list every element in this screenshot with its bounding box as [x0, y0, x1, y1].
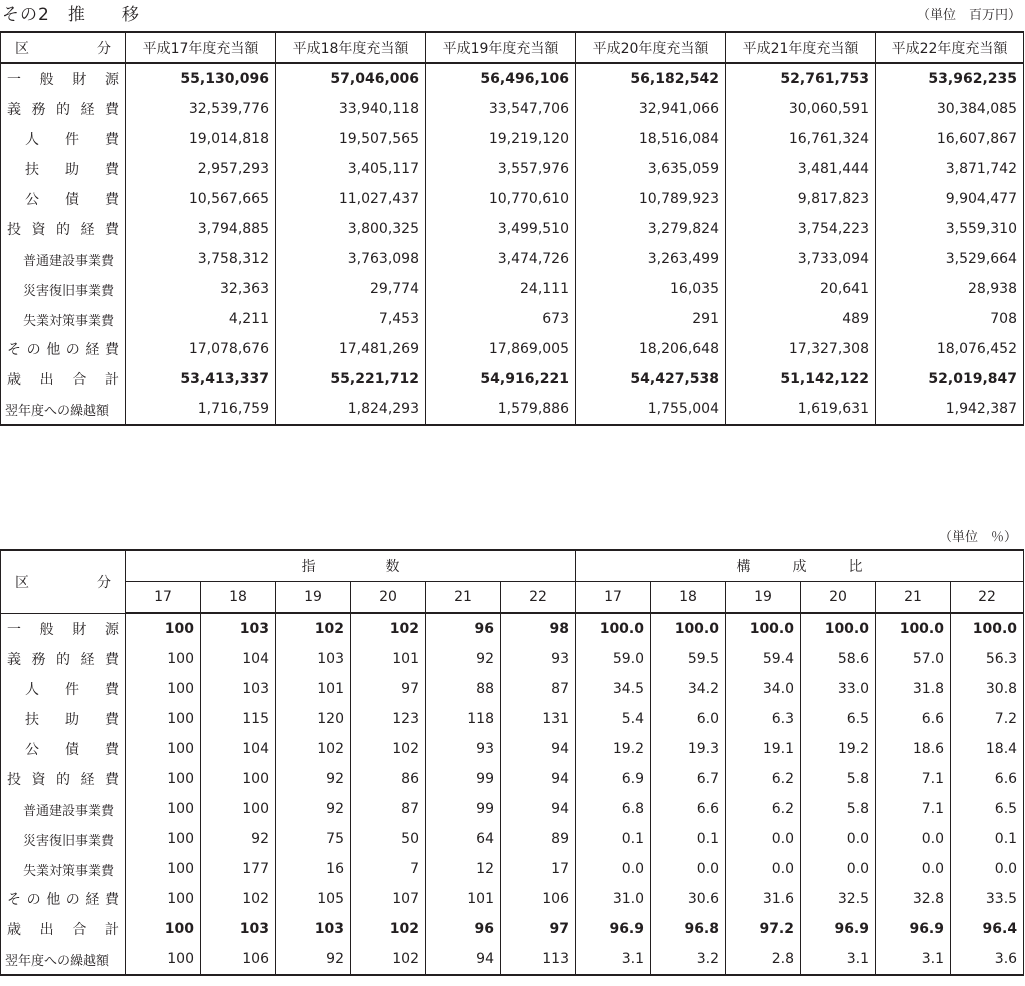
table-cell: 3.1: [876, 944, 951, 975]
column-header: 平成18年度充当額: [276, 32, 426, 63]
table-cell: 34.5: [576, 674, 651, 704]
table-cell: 18,516,084: [576, 124, 726, 154]
table-cell: 100: [126, 794, 201, 824]
table-cell: 18.6: [876, 734, 951, 764]
table-cell: 57,046,006: [276, 63, 426, 94]
unit-label-percent: （単位 ％）: [938, 530, 1017, 545]
table-cell: 59.0: [576, 644, 651, 674]
row-label: 義務的経費: [1, 644, 126, 674]
table-cell: 33.0: [801, 674, 876, 704]
table-cell: 3,474,726: [426, 244, 576, 274]
table-cell: 92: [276, 764, 351, 794]
table-cell: 18,076,452: [876, 334, 1024, 364]
table-cell: 51,142,122: [726, 364, 876, 394]
row-label: 義務的経費: [1, 94, 126, 124]
row-label: 投資的経費: [1, 764, 126, 794]
table-cell: 100: [126, 764, 201, 794]
table-cell: 89: [501, 824, 576, 854]
table-cell: 32,363: [126, 274, 276, 304]
table-cell: 86: [351, 764, 426, 794]
table-cell: 1,942,387: [876, 394, 1024, 425]
row-label: 人件費: [1, 674, 126, 704]
index-ratio-table: [0, 549, 1024, 976]
table-cell: 123: [351, 704, 426, 734]
row-label: その他の経費: [1, 334, 126, 364]
table-cell: 30,384,085: [876, 94, 1024, 124]
table-cell: 113: [501, 944, 576, 975]
year-header: 21: [426, 582, 501, 614]
table-cell: 105: [276, 884, 351, 914]
table-cell: 94: [501, 764, 576, 794]
table-cell: 3,871,742: [876, 154, 1024, 184]
column-header: 平成20年度充当額: [576, 32, 726, 63]
table-cell: 0.0: [651, 854, 726, 884]
table-cell: 7.1: [876, 764, 951, 794]
table-cell: 673: [426, 304, 576, 334]
row-label: 歳出合計: [1, 364, 126, 394]
table-cell: 6.6: [651, 794, 726, 824]
table-row: [1, 824, 1024, 854]
table-cell: 107: [351, 884, 426, 914]
table-cell: 100.0: [876, 613, 951, 644]
table-cell: 100.0: [651, 613, 726, 644]
table-header-row: [1, 32, 1024, 63]
table-cell: 55,130,096: [126, 63, 276, 94]
table-cell: 10,789,923: [576, 184, 726, 214]
table-cell: 291: [576, 304, 726, 334]
table-cell: 3,763,098: [276, 244, 426, 274]
table-cell: 101: [426, 884, 501, 914]
row-label: 翌年度への繰越額: [1, 944, 126, 975]
table-cell: 7,453: [276, 304, 426, 334]
table-row: [1, 63, 1024, 94]
table-header-row: [1, 550, 1024, 582]
table-cell: 18,206,648: [576, 334, 726, 364]
table-row: [1, 944, 1024, 975]
table-cell: 32.8: [876, 884, 951, 914]
table-cell: 1,579,886: [426, 394, 576, 425]
table-cell: 96: [426, 613, 501, 644]
table-cell: 33,547,706: [426, 94, 576, 124]
row-label: 歳出合計: [1, 914, 126, 944]
table-cell: 3.1: [801, 944, 876, 975]
row-label: 災害復旧事業費: [1, 274, 126, 304]
row-label: 普通建設事業費: [1, 244, 126, 274]
row-label: 公債費: [1, 734, 126, 764]
year-header: 22: [501, 582, 576, 614]
table-row: [1, 764, 1024, 794]
table-cell: 53,962,235: [876, 63, 1024, 94]
year-header: 17: [576, 582, 651, 614]
table-cell: 0.1: [651, 824, 726, 854]
table-cell: 100: [126, 734, 201, 764]
table-cell: 103: [201, 674, 276, 704]
table-cell: 3,733,094: [726, 244, 876, 274]
column-header: 平成21年度充当額: [726, 32, 876, 63]
table-cell: 6.2: [726, 764, 801, 794]
table-cell: 3,481,444: [726, 154, 876, 184]
year-header: 18: [201, 582, 276, 614]
table-cell: 57.0: [876, 644, 951, 674]
table-cell: 100: [201, 764, 276, 794]
table-cell: 96.4: [951, 914, 1024, 944]
table-cell: 54,427,538: [576, 364, 726, 394]
table-cell: 92: [201, 824, 276, 854]
table-cell: 0.0: [801, 854, 876, 884]
table-cell: 59.5: [651, 644, 726, 674]
table-cell: 100.0: [951, 613, 1024, 644]
table-cell: 6.5: [801, 704, 876, 734]
year-header: 17: [126, 582, 201, 614]
table-cell: 100: [126, 884, 201, 914]
table-cell: 12: [426, 854, 501, 884]
table-cell: 103: [276, 644, 351, 674]
table-cell: 93: [501, 644, 576, 674]
table-cell: 92: [426, 644, 501, 674]
table-cell: 10,567,665: [126, 184, 276, 214]
table-cell: 6.7: [651, 764, 726, 794]
year-header: 20: [801, 582, 876, 614]
table-cell: 104: [201, 644, 276, 674]
row-label: 失業対策事業費: [1, 304, 126, 334]
table-cell: 30.6: [651, 884, 726, 914]
table-cell: 100: [126, 854, 201, 884]
table-cell: 17,078,676: [126, 334, 276, 364]
table-cell: 96.9: [576, 914, 651, 944]
table-cell: 6.6: [876, 704, 951, 734]
table-cell: 3,754,223: [726, 214, 876, 244]
table-cell: 97: [501, 914, 576, 944]
row-label: 扶助費: [1, 154, 126, 184]
table-cell: 104: [201, 734, 276, 764]
table-cell: 24,111: [426, 274, 576, 304]
table-cell: 30.8: [951, 674, 1024, 704]
table-cell: 96: [426, 914, 501, 944]
table-cell: 7: [351, 854, 426, 884]
table-row: [1, 124, 1024, 154]
table-cell: 0.0: [876, 824, 951, 854]
table-cell: 52,761,753: [726, 63, 876, 94]
row-label: 普通建設事業費: [1, 794, 126, 824]
year-header: 19: [276, 582, 351, 614]
table-cell: 1,619,631: [726, 394, 876, 425]
table-cell: 3,263,499: [576, 244, 726, 274]
table-cell: 100.0: [576, 613, 651, 644]
table-cell: 92: [276, 944, 351, 975]
table-cell: 100: [201, 794, 276, 824]
table-row: [1, 884, 1024, 914]
table-cell: 55,221,712: [276, 364, 426, 394]
table-cell: 100: [126, 944, 201, 975]
table-cell: 3,557,976: [426, 154, 576, 184]
row-label: 一般財源: [1, 613, 126, 644]
table-cell: 97.2: [726, 914, 801, 944]
table-cell: 118: [426, 704, 501, 734]
table-cell: 96.9: [801, 914, 876, 944]
row-label: 翌年度への繰越額: [1, 394, 126, 425]
category-header: 区 分: [1, 550, 126, 613]
table-cell: 0.0: [726, 824, 801, 854]
table-cell: 0.0: [951, 854, 1024, 884]
table-cell: 0.0: [576, 854, 651, 884]
table-cell: 106: [201, 944, 276, 975]
table-cell: 17,869,005: [426, 334, 576, 364]
table-cell: 100: [126, 914, 201, 944]
table-row: [1, 334, 1024, 364]
table-cell: 87: [351, 794, 426, 824]
table-cell: 100.0: [801, 613, 876, 644]
table-cell: 7.2: [951, 704, 1024, 734]
table-cell: 100: [126, 613, 201, 644]
table-cell: 131: [501, 704, 576, 734]
table-cell: 20,641: [726, 274, 876, 304]
table-cell: 3.2: [651, 944, 726, 975]
table-cell: 106: [501, 884, 576, 914]
table-row: [1, 184, 1024, 214]
table-row: [1, 244, 1024, 274]
table-row: [1, 214, 1024, 244]
table-cell: 3,499,510: [426, 214, 576, 244]
table-cell: 3,635,059: [576, 154, 726, 184]
year-header-row: [1, 582, 1024, 614]
table-cell: 102: [276, 613, 351, 644]
table-cell: 6.6: [951, 764, 1024, 794]
table-cell: 0.1: [576, 824, 651, 854]
table-cell: 0.0: [726, 854, 801, 884]
year-header: 21: [876, 582, 951, 614]
table-cell: 9,817,823: [726, 184, 876, 214]
table-cell: 31.0: [576, 884, 651, 914]
table-cell: 103: [276, 914, 351, 944]
table-cell: 100: [126, 644, 201, 674]
table-cell: 102: [201, 884, 276, 914]
table-cell: 50: [351, 824, 426, 854]
table-cell: 3,758,312: [126, 244, 276, 274]
table-cell: 96.8: [651, 914, 726, 944]
table-cell: 0.0: [876, 854, 951, 884]
table-cell: 94: [501, 794, 576, 824]
row-label: 公債費: [1, 184, 126, 214]
table-cell: 19.3: [651, 734, 726, 764]
table-cell: 56,496,106: [426, 63, 576, 94]
table-row: [1, 914, 1024, 944]
table-row: [1, 854, 1024, 884]
table-cell: 3.6: [951, 944, 1024, 975]
table-cell: 19,507,565: [276, 124, 426, 154]
table-cell: 16,761,324: [726, 124, 876, 154]
table-row: [1, 704, 1024, 734]
table-cell: 5.8: [801, 794, 876, 824]
table-cell: 3.1: [576, 944, 651, 975]
table-row: [1, 734, 1024, 764]
table-cell: 34.2: [651, 674, 726, 704]
table-cell: 32.5: [801, 884, 876, 914]
table-cell: 28,938: [876, 274, 1024, 304]
row-label: 投資的経費: [1, 214, 126, 244]
table-cell: 29,774: [276, 274, 426, 304]
table-cell: 16: [276, 854, 351, 884]
column-header: 平成19年度充当額: [426, 32, 576, 63]
year-header: 18: [651, 582, 726, 614]
year-header: 19: [726, 582, 801, 614]
table-cell: 32,941,066: [576, 94, 726, 124]
table-cell: 4,211: [126, 304, 276, 334]
table-cell: 3,559,310: [876, 214, 1024, 244]
table-cell: 6.3: [726, 704, 801, 734]
table-row: [1, 644, 1024, 674]
column-header: 平成22年度充当額: [876, 32, 1024, 63]
table-cell: 17,327,308: [726, 334, 876, 364]
table-cell: 56.3: [951, 644, 1024, 674]
table-cell: 100: [126, 824, 201, 854]
table-cell: 19.2: [801, 734, 876, 764]
table-cell: 102: [351, 914, 426, 944]
row-label: 扶助費: [1, 704, 126, 734]
table-cell: 1,824,293: [276, 394, 426, 425]
table-cell: 87: [501, 674, 576, 704]
table-row: [1, 364, 1024, 394]
table-cell: 17: [501, 854, 576, 884]
page-heading: その2 推 移: [2, 5, 140, 25]
table-cell: 30,060,591: [726, 94, 876, 124]
table-cell: 101: [351, 644, 426, 674]
table-cell: 3,405,117: [276, 154, 426, 184]
table-cell: 88: [426, 674, 501, 704]
table-cell: 75: [276, 824, 351, 854]
table-cell: 103: [201, 613, 276, 644]
table-cell: 102: [351, 613, 426, 644]
table-cell: 99: [426, 764, 501, 794]
table-row: [1, 613, 1024, 644]
table-cell: 6.8: [576, 794, 651, 824]
table-cell: 16,035: [576, 274, 726, 304]
table-cell: 19,219,120: [426, 124, 576, 154]
year-header: 20: [351, 582, 426, 614]
table-cell: 177: [201, 854, 276, 884]
table-cell: 18.4: [951, 734, 1024, 764]
table-cell: 5.8: [801, 764, 876, 794]
table-cell: 1,716,759: [126, 394, 276, 425]
table-cell: 100: [126, 704, 201, 734]
row-label: 災害復旧事業費: [1, 824, 126, 854]
table-row: [1, 154, 1024, 184]
table-cell: 115: [201, 704, 276, 734]
table-cell: 64: [426, 824, 501, 854]
table-cell: 31.8: [876, 674, 951, 704]
table-cell: 9,904,477: [876, 184, 1024, 214]
table-cell: 52,019,847: [876, 364, 1024, 394]
table-cell: 3,529,664: [876, 244, 1024, 274]
table-cell: 33.5: [951, 884, 1024, 914]
row-label: 一般財源: [1, 63, 126, 94]
table-cell: 53,413,337: [126, 364, 276, 394]
table-row: [1, 304, 1024, 334]
table-cell: 0.1: [951, 824, 1024, 854]
table-cell: 56,182,542: [576, 63, 726, 94]
table-cell: 3,279,824: [576, 214, 726, 244]
table-row: [1, 274, 1024, 304]
table-cell: 100.0: [726, 613, 801, 644]
table-cell: 6.9: [576, 764, 651, 794]
table-cell: 1,755,004: [576, 394, 726, 425]
table-cell: 32,539,776: [126, 94, 276, 124]
table-cell: 102: [351, 944, 426, 975]
table-row: [1, 674, 1024, 704]
table-cell: 5.4: [576, 704, 651, 734]
table-row: [1, 94, 1024, 124]
ratio-group-header: 構 成 比: [576, 550, 1024, 582]
table-cell: 33,940,118: [276, 94, 426, 124]
table-cell: 6.2: [726, 794, 801, 824]
table-cell: 94: [426, 944, 501, 975]
column-header: 平成17年度充当額: [126, 32, 276, 63]
table-row: [1, 394, 1024, 425]
table-cell: 31.6: [726, 884, 801, 914]
table-cell: 59.4: [726, 644, 801, 674]
table-cell: 102: [351, 734, 426, 764]
table-cell: 19,014,818: [126, 124, 276, 154]
table-cell: 102: [276, 734, 351, 764]
year-header: 22: [951, 582, 1024, 614]
table-cell: 97: [351, 674, 426, 704]
table-cell: 103: [201, 914, 276, 944]
table-cell: 19.1: [726, 734, 801, 764]
index-group-header: 指 数: [126, 550, 576, 582]
table-cell: 120: [276, 704, 351, 734]
table-cell: 11,027,437: [276, 184, 426, 214]
table-row: [1, 794, 1024, 824]
table-cell: 98: [501, 613, 576, 644]
table-cell: 101: [276, 674, 351, 704]
table-cell: 34.0: [726, 674, 801, 704]
table-cell: 10,770,610: [426, 184, 576, 214]
table-cell: 3,794,885: [126, 214, 276, 244]
table-cell: 99: [426, 794, 501, 824]
transition-amount-table: [0, 31, 1024, 426]
table-cell: 100: [126, 674, 201, 704]
table-cell: 0.0: [801, 824, 876, 854]
table-cell: 96.9: [876, 914, 951, 944]
row-label: 失業対策事業費: [1, 854, 126, 884]
table-cell: 58.6: [801, 644, 876, 674]
table-cell: 708: [876, 304, 1024, 334]
table-cell: 489: [726, 304, 876, 334]
category-header: 区 分: [1, 32, 126, 63]
table-cell: 16,607,867: [876, 124, 1024, 154]
table-cell: 2.8: [726, 944, 801, 975]
table-cell: 94: [501, 734, 576, 764]
unit-label-millions: （単位 百万円）: [916, 8, 1021, 23]
table-cell: 6.5: [951, 794, 1024, 824]
table-cell: 6.0: [651, 704, 726, 734]
table-cell: 93: [426, 734, 501, 764]
table-cell: 3,800,325: [276, 214, 426, 244]
row-label: その他の経費: [1, 884, 126, 914]
table-cell: 7.1: [876, 794, 951, 824]
table-cell: 19.2: [576, 734, 651, 764]
table-cell: 92: [276, 794, 351, 824]
table-cell: 17,481,269: [276, 334, 426, 364]
table-cell: 54,916,221: [426, 364, 576, 394]
table-cell: 2,957,293: [126, 154, 276, 184]
row-label: 人件費: [1, 124, 126, 154]
